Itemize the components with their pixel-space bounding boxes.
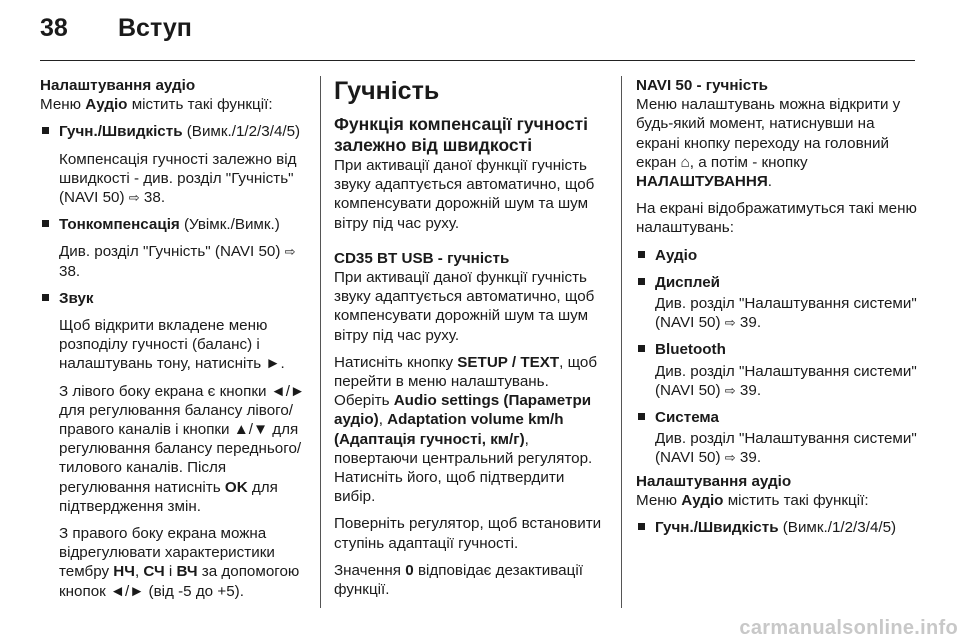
list-item-desc: Див. розділ "Налаштування системи" (NAVI 50) ⇨ 39. (655, 362, 917, 399)
list-item-desc: Див. розділ "Налаштування системи" (NAVI 50) ⇨ 39. (655, 430, 917, 467)
column-2 (334, 76, 606, 607)
page-ref-icon: ⇨ (284, 244, 296, 260)
audio-settings-heading: Налаштування аудіо (40, 77, 196, 94)
cd35-heading: CD35 BT USB - гучність (334, 249, 510, 267)
sound-paragraph-1: Щоб відкрити вкладене меню розподілу гучності (баланс) і налаштувань тону, натисніть ►. (59, 317, 285, 373)
page-ref-icon: ⇨ (724, 315, 736, 331)
paragraph: Значення 0 відповідає дезактивації функції. (334, 561, 583, 599)
column-divider-2 (621, 76, 622, 608)
list-item: Система (636, 408, 920, 427)
list-item: Bluetooth (636, 340, 920, 359)
list-item-desc: Див. розділ "Гучність" (NAVI 50) ⇨ 38. (59, 243, 296, 280)
list-item: Звук (40, 289, 305, 308)
menu-line: Меню Аудіо містить такі функції: (636, 491, 869, 509)
page-ref-icon: ⇨ (128, 190, 140, 206)
column-divider-1 (320, 76, 321, 608)
paragraph: Меню налаштувань можна відкрити у будь-який момент, натиснувши на екрані кнопку переходу на головний екран ⌂, а потім - кнопку НАЛАШТУВАННЯ. (636, 96, 901, 191)
section-title: Гучність (334, 77, 440, 105)
sound-paragraph-2: З лівого боку екрана є кнопки ◄/► для регулювання балансу лівого/правого каналів і кнопки ▲/▼ для регулювання балансу переднього/тилового каналів. Після регулювання натисніть OK для підтвердження змін. (59, 382, 305, 515)
paragraph: При активації даної функції гучність звуку адаптується автоматично, щоб компенсувати дорожній шум та шум вітру під час руху. (334, 157, 595, 232)
paragraph: На екрані відображатимуться такі меню налаштувань: (636, 200, 917, 237)
page-ref: 38. (143, 189, 166, 207)
page-ref-icon: ⇨ (724, 450, 736, 466)
menu-line: Меню Аудіо містить такі функції: (40, 96, 273, 114)
page-ref-icon: ⇨ (724, 382, 736, 398)
list-item: Дисплей (636, 273, 920, 292)
list-item: Аудіо (636, 246, 920, 265)
header-rule (40, 60, 915, 61)
column-3 (636, 76, 920, 545)
page-header (40, 14, 192, 54)
home-icon: ⌂ (680, 153, 690, 171)
page-ref: 38. (59, 262, 81, 280)
list-item: Гучн./Швидкість (Вимк./1/2/3/4/5) (636, 518, 920, 537)
paragraph: При активації даної функції гучність звуку адаптується автоматично, щоб компенсувати дорожній шум та шум вітру під час руху. (334, 269, 595, 344)
page-number: 38 (40, 14, 68, 42)
paragraph: Натисніть кнопку SETUP / TEXT, щоб перейти в меню налаштувань. Оберіть Audio settings (Параметри аудіо), Adaptation volume km/h (Адаптація гучності, км/г), повертаючи центральний регулятор. Натисніть його, щоб підтвердити вибір. (334, 353, 598, 506)
audio-settings-heading: Налаштування аудіо (636, 472, 792, 490)
list-item: Гучн./Швидкість (Вимк./1/2/3/4/5) (40, 122, 305, 141)
navi-heading: NAVI 50 - гучність (636, 77, 768, 94)
page-title: Вступ (118, 14, 192, 42)
watermark: carmanualsonline.info (739, 617, 958, 639)
subsection-title: Функція компенсації гучності залежно від швидкості (334, 114, 588, 155)
list-item-desc: Компенсація гучності залежно від швидкості - див. розділ "Гучність" (NAVI 50) ⇨ 38. (59, 150, 297, 207)
list-item-desc: Див. розділ "Налаштування системи" (NAVI 50) ⇨ 39. (655, 295, 917, 332)
list-item: Тонкомпенсація (Увімк./Вимк.) (40, 215, 305, 234)
sound-paragraph-3: З правого боку екрана можна відрегулювати характеристики тембру НЧ, СЧ і ВЧ за допомогою кнопок ◄/► (від -5 до +5). (59, 525, 300, 600)
paragraph: Поверніть регулятор, щоб встановити ступінь адаптації гучності. (334, 515, 602, 552)
column-1 (40, 76, 305, 609)
